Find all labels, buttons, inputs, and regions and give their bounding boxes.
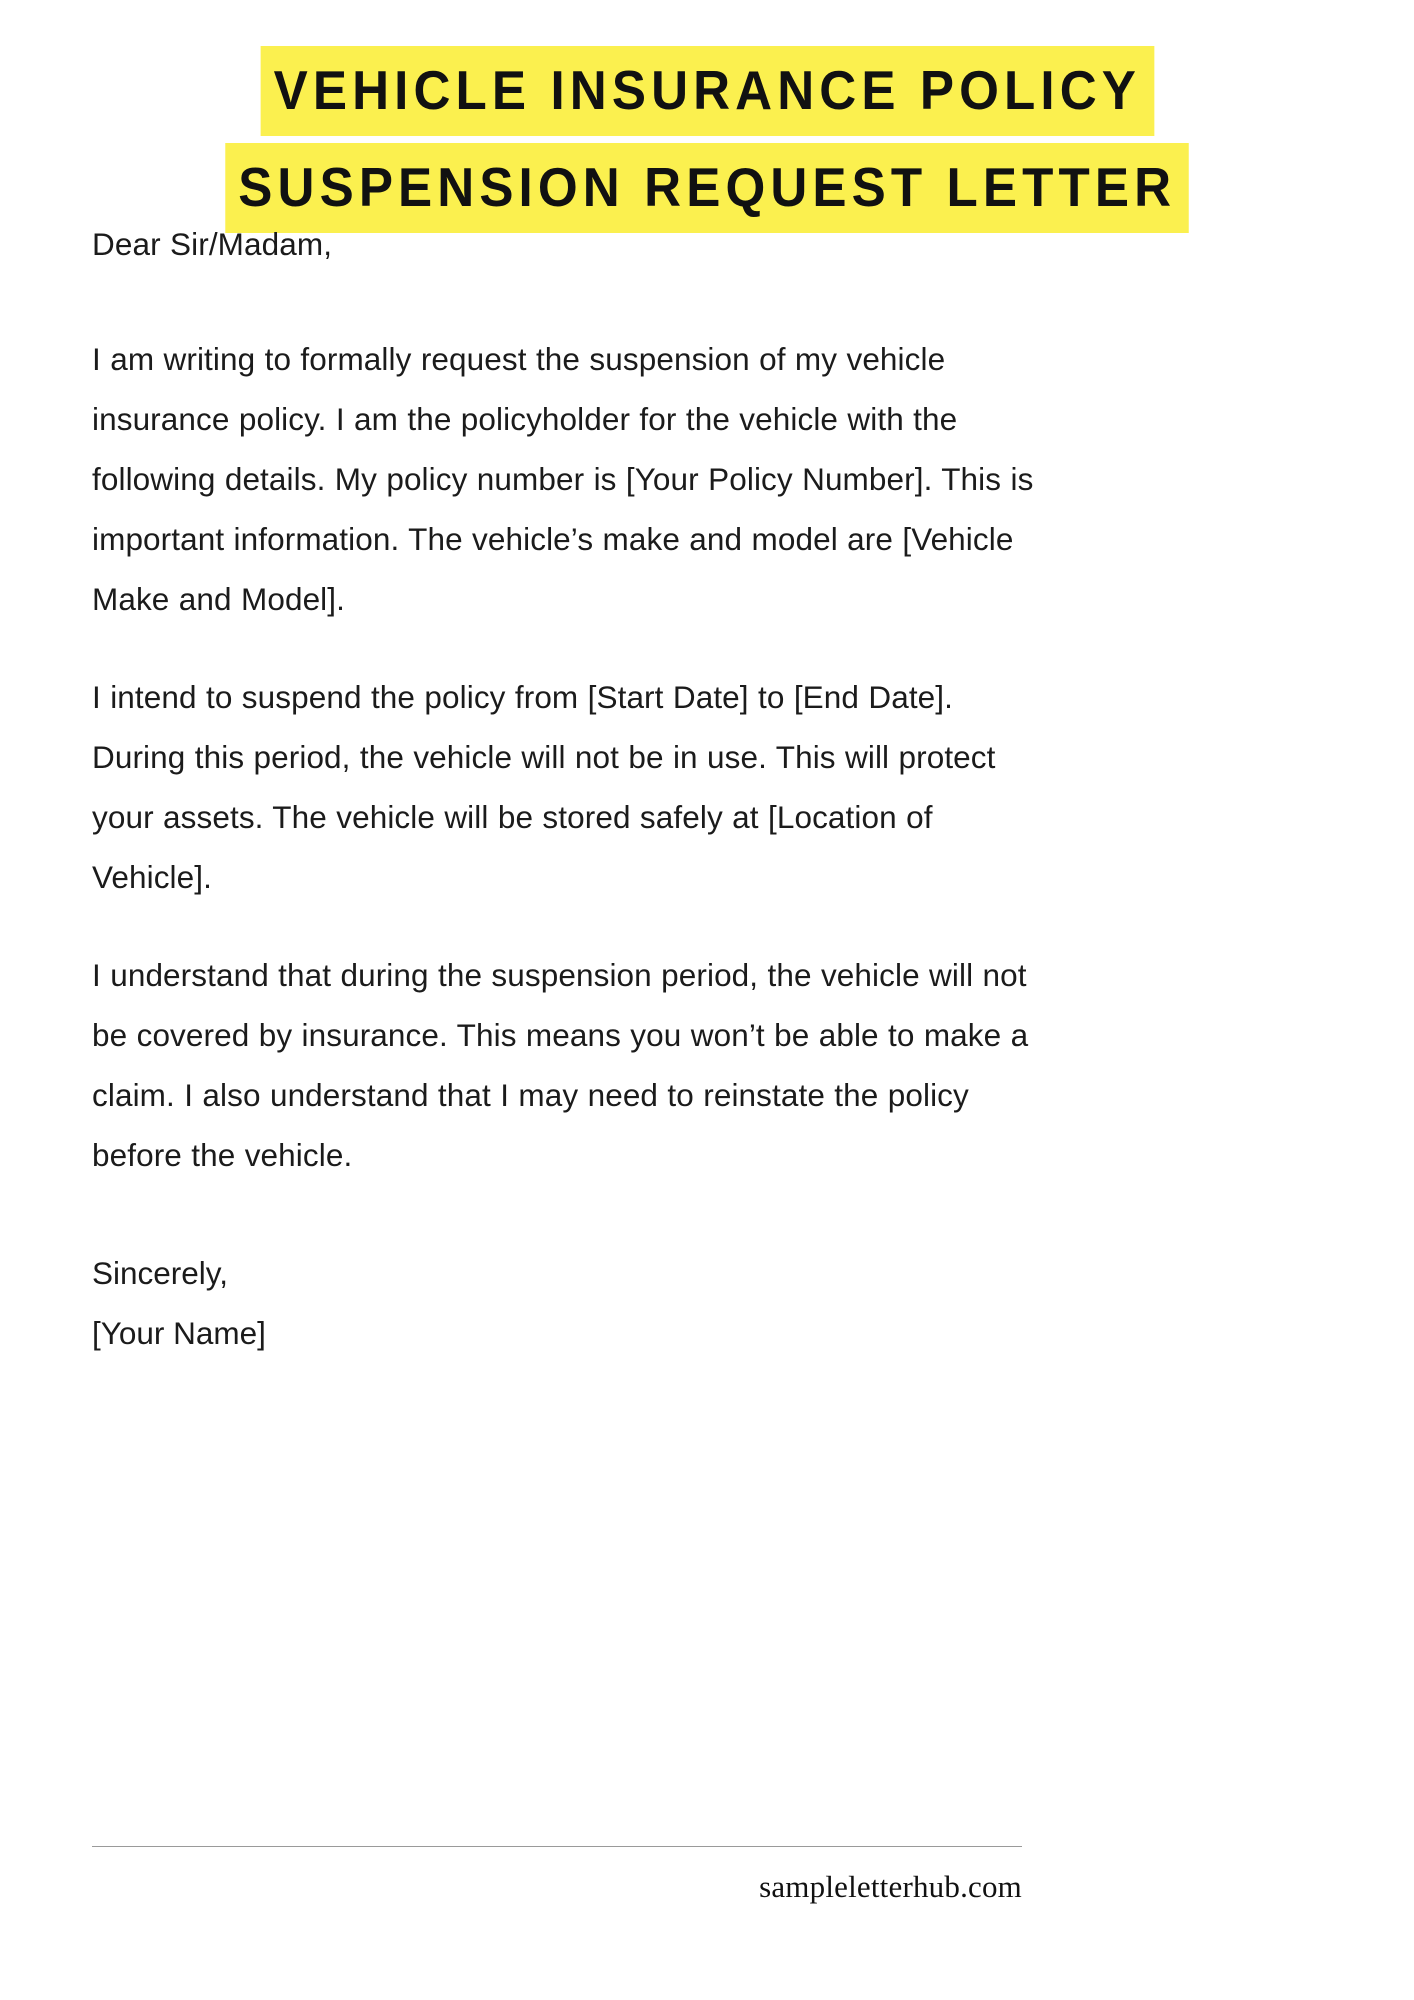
closing-block: [92, 1243, 1052, 1363]
body-paragraph-3: I understand that during the suspension period, the vehicle will not be covered by insurance. This means you won’t be able to make a claim. I also understand that I may need to reinstate the policy before the vehicle.: [92, 957, 1029, 1173]
letter-body: [92, 214, 1052, 1363]
body-paragraph-2: I intend to suspend the policy from [Start Date] to [End Date]. During this period, the vehicle will not be in use. This will protect your assets. The vehicle will be stored safely at [Location of Vehicle].: [92, 679, 996, 895]
document-title: [0, 46, 1414, 240]
title-line-1: [0, 46, 1414, 143]
title-line-1-text: VEHICLE INSURANCE POLICY: [260, 46, 1153, 136]
signature-name: [Your Name]: [92, 1315, 266, 1351]
title-line-2-text: SUSPENSION REQUEST LETTER: [225, 143, 1189, 233]
footer-divider: [92, 1846, 1022, 1847]
closing-signoff: Sincerely,: [92, 1255, 228, 1291]
footer-website-url: sampleletterhub.com: [759, 1869, 1022, 1904]
page-footer: [92, 1846, 1022, 1905]
body-paragraph-1: I am writing to formally request the suspension of my vehicle insurance policy. I am the policyholder for the vehicle with the following details. My policy number is [Your Policy Number]. This is important information. The vehicle’s make and model are [Vehicle Make and Model].: [92, 341, 1034, 617]
salutation: Dear Sir/Madam,: [92, 226, 333, 262]
